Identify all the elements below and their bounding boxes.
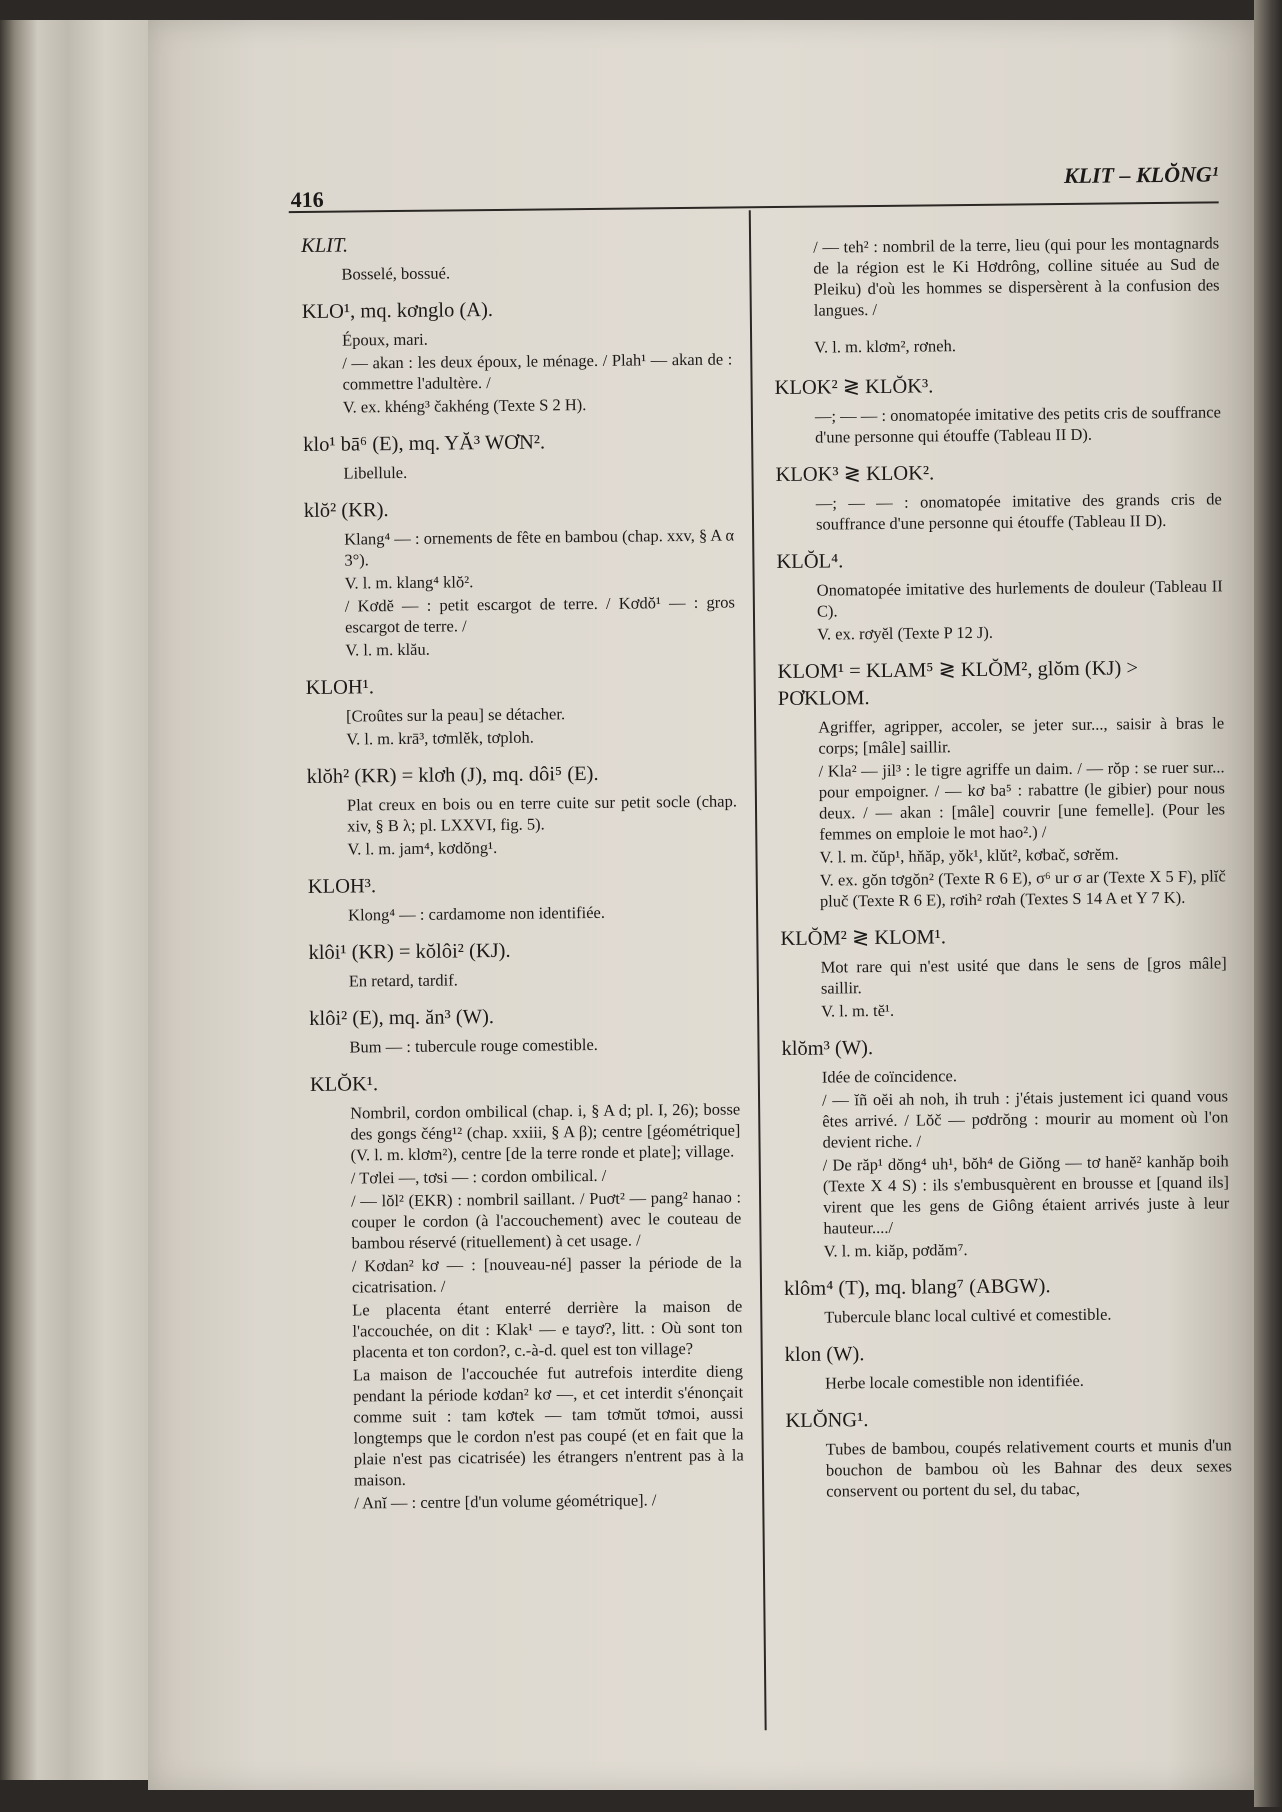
entry-definition: Tubes de bambou, coupés relativement courts et munis d'un bouchon de bambou où les Bahnar des deux sexes conservent ou portent du sel, du tabac,	[825, 1434, 1233, 1501]
entry-headword: KLOK² ≷ KLŎK³.	[774, 374, 934, 399]
right-column	[773, 215, 1232, 1503]
entry-headword: klon (W).	[784, 1342, 865, 1366]
entry-headword: KLIT.	[300, 234, 349, 258]
entry-definition: Mot rare qui n'est usité que dans le sens de [gros mâle] saillir. V. l. m. tĕ¹.	[820, 952, 1227, 1021]
entry-definition: Agriffer, agripper, accoler, se jeter sur..., saisir à bras le corps; [mâle] saillir. / Kla² — jil³ : le tigre agriffe un daim. / — rŏp : se ruer sur... pour empoigner. / — kơ ba⁵ : rabattre (le gibier) pour nous deux. / — akan : [mâle] couvrir [une femelle]. (Pour les femmes on emploie le mot hao².) / V. l. m. čŭp¹, hňăp, yŏk¹, klŭt², kơbač, sơrĕm. V. ex. gŏn tơgŏn² (Texte R 6 E), σ⁶ ur σ ar (Texte X 5 F), plĭč pluč (Texte R 6 E), rơih² rơah (Textes S 14 A et Y 7 K).	[818, 712, 1226, 911]
entry-continuation: / — teh² : nombril de la terre, lieu (qui pour les montagnards de la région est le Ki Hơdrông, colline située au Sud de Pleiku) d'où les hommes se dispersèrent à la confusion des langues. / V. l. m. klơm², rơneh.	[813, 232, 1220, 357]
entry-definition: En retard, tardif.	[348, 970, 458, 991]
running-head: KLIT – KLŎNG¹	[1063, 161, 1219, 189]
entry-headword: klôi¹ (KR) = kŏlôi² (KJ).	[308, 939, 511, 964]
entry-headword: KLOM¹ = KLAM⁵ ≷ KLŎM², glŏm (KJ) > PƠKLOM.	[777, 656, 1139, 710]
entry-definition: Libellule.	[343, 462, 408, 483]
entry-definition: Tubercule blanc local cultivé et comestible.	[824, 1304, 1112, 1327]
entry-definition: Idée de coïncidence. / — ĭñ oĕi ah noh, ih truh : j'étais justement ici quand vous êtes arrivé. / Lŏč — pơdrŏng : mourir au moment où l'on devient riche. / / De răp¹ dŏng⁴ uh¹, bŏh⁴ de Giŏng — tơ hanĕ² kanhăp boih (Texte X 4 S) : ils s'embusquèrent en brousse et [quand ils] virent que les gens de Giông étaient arrivés juste à leur hauteur..../ V. l. m. kiăp, pơdăm⁷.	[821, 1065, 1230, 1261]
book-page-edges	[0, 20, 150, 1780]
entry-headword: klôi² (E), mq. ăn³ (W).	[309, 1006, 495, 1030]
entry-headword: klŏh² (KR) = klơh (J), mq. dôi⁵ (E).	[306, 762, 599, 788]
column-divider	[749, 210, 766, 1730]
entry-headword: KLŎNG¹.	[785, 1408, 869, 1432]
entry-headword: KLŎM² ≷ KLOM¹.	[780, 925, 947, 950]
entry-definition: Plat creux en bois ou en terre cuite sur petit socle (chap. xiv, § B λ; pl. LXXVI, fig. 5). V. l. m. jam⁴, kơdŏng¹.	[346, 791, 738, 859]
entry-definition: Époux, mari. / — akan : les deux époux, le ménage. / Plah¹ — akan de : commettre l'adultère. / V. ex. khéng³ čakhéng (Texte S 2 H).	[341, 329, 733, 417]
entry-headword: klôm⁴ (T), mq. blang⁷ (ABGW).	[783, 1274, 1051, 1300]
entry-headword: KLOH¹.	[305, 676, 375, 699]
entry-headword: KLOH³.	[307, 875, 377, 898]
entry-definition: [Croûtes sur la peau] se détacher. V. l. m. krā³, tơmlĕk, tơploh.	[345, 704, 566, 749]
entry-headword: KLŎK¹.	[309, 1073, 379, 1096]
entry-headword: klŏm³ (W).	[781, 1036, 874, 1060]
entry-definition: Klong⁴ — : cardamome non identifiée.	[348, 902, 606, 925]
entry-headword: KLOK³ ≷ KLOK².	[775, 461, 935, 486]
entry-headword: klo¹ bā⁶ (E), mq. YĂ³ WƠN².	[303, 431, 546, 456]
entry-definition: Klang⁴ — : ornements de fête en bambou (chap. xxv, § A α 3°). V. l. m. klang⁴ klŏ². / Kơdĕ — : petit escargot de terre. / Kơdŏ¹ — : gros escargot de terre. / V. l. m. klău.	[344, 525, 735, 660]
entry-definition: Onomatopée imitative des hurlements de douleur (Tableau II C). V. ex. rơyĕl (Texte P 12 J).	[816, 575, 1223, 644]
entry-definition: —; — — : onomatopée imitative des petits cris de souffrance d'une personne qui étouffe (Tableau II D).	[814, 401, 1221, 447]
entry-definition: Bum — : tubercule rouge comestible.	[349, 1034, 598, 1057]
entry-definition: Bosselé, bossué.	[341, 263, 451, 284]
left-column	[301, 228, 744, 1515]
header-rule	[289, 201, 1219, 213]
entry-headword: KLŎL⁴.	[776, 549, 844, 573]
entry-definition: Herbe locale comestible non identifiée.	[824, 1370, 1084, 1393]
entry-definition: Nombril, cordon ombilical (chap. i, § A d; pl. I, 26); bosse des gongs čéng¹² (chap. xxiii, § A β); centre [géométrique] (V. l. m. klơm²), centre [de la terre ronde et plate]; village. / Tơlei —, tơsi — : cordon ombilical. / / — lŏl² (EKR) : nombril saillant. / Puơt² — pang² hanao : couper le cordon (à l'accouchement) avec le couteau de bambou réservé (rituellement) à cet usage. / / Kơdan² kơ — : [nouveau-né] passer la période de la cicatrisation. / Le placenta étant enterré derrière la maison de l'accouchée, on dit : Klak¹ — e tayơ?, litt. : Où sont ton placenta et ton cordon?, c.-à-d. quel est ton village? La maison de l'accouchée fut autrefois interdite dieng pendant la période kơdan² kơ —, et cet interdit s'énonçait comme suit : tam kơtek — tam tơmŭt tơmoi, aussi longtemps que le cordon n'est pas coupé (et en fait que la plaie n'est pas cicatrisée) les étrangers n'entrent pas à la maison. / Anĭ — : centre [d'un volume géométrique]. /	[350, 1099, 744, 1513]
entry-headword: KLO¹, mq. kơnglo (A).	[301, 298, 494, 323]
page-content	[139, 0, 1266, 1812]
page-number: 416	[290, 186, 324, 213]
entry-definition: —; — — : onomatopée imitative des grands cris de souffrance d'une personne qui étouffe (Tableau II D).	[815, 488, 1222, 534]
entry-headword: klŏ² (KR).	[303, 499, 389, 522]
